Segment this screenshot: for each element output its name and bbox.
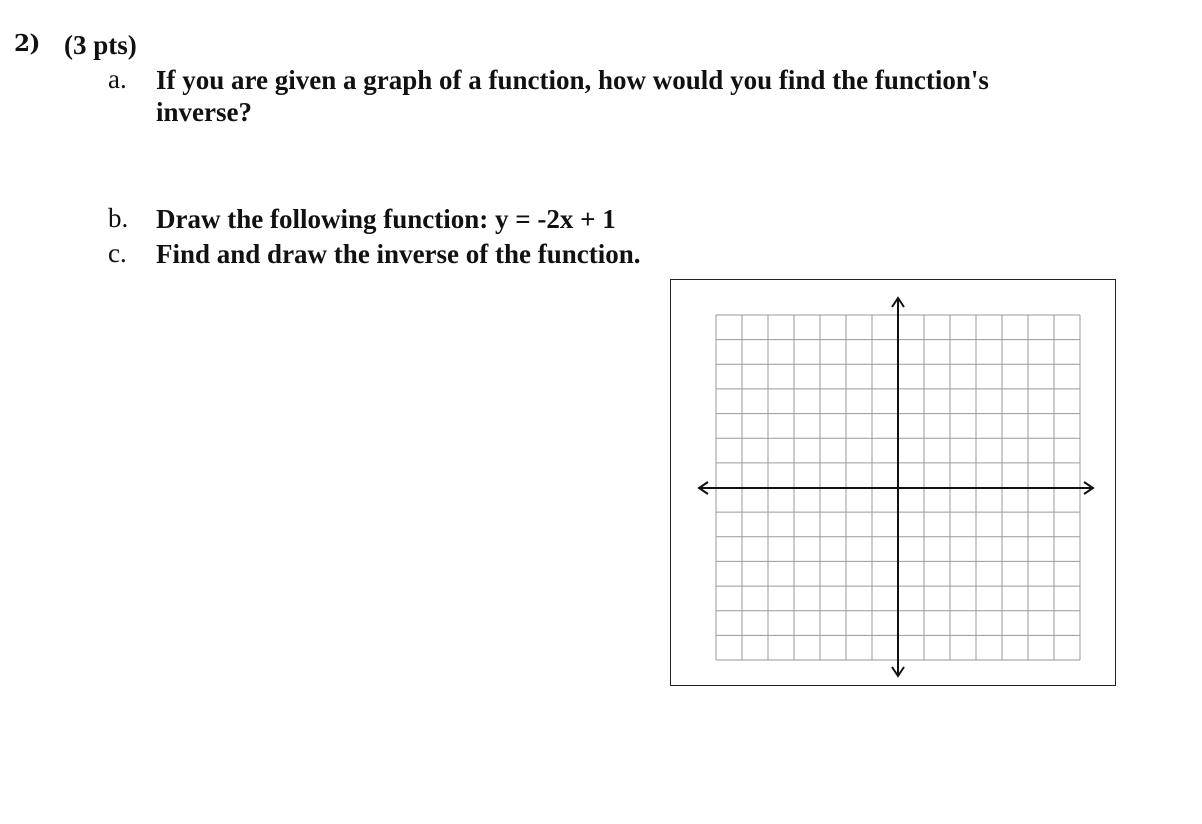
item-a-letter: a. bbox=[108, 64, 127, 94]
item-a-text bbox=[156, 64, 989, 128]
item-a-line2: inverse? bbox=[156, 97, 252, 127]
question-number: 2) bbox=[14, 30, 40, 57]
question-points: (3 pts) bbox=[64, 30, 137, 60]
coordinate-grid-box[interactable] bbox=[670, 279, 1116, 686]
item-b-text: Draw the following function: y = -2x + 1 bbox=[156, 204, 616, 234]
item-b-letter: b. bbox=[108, 203, 129, 233]
axes bbox=[699, 298, 1093, 676]
item-a-line1: If you are given a graph of a function, how would you find the function's bbox=[156, 65, 989, 95]
item-c-letter: c. bbox=[108, 238, 127, 268]
item-c-text: Find and draw the inverse of the function. bbox=[156, 239, 641, 269]
coordinate-grid[interactable] bbox=[671, 280, 1117, 687]
